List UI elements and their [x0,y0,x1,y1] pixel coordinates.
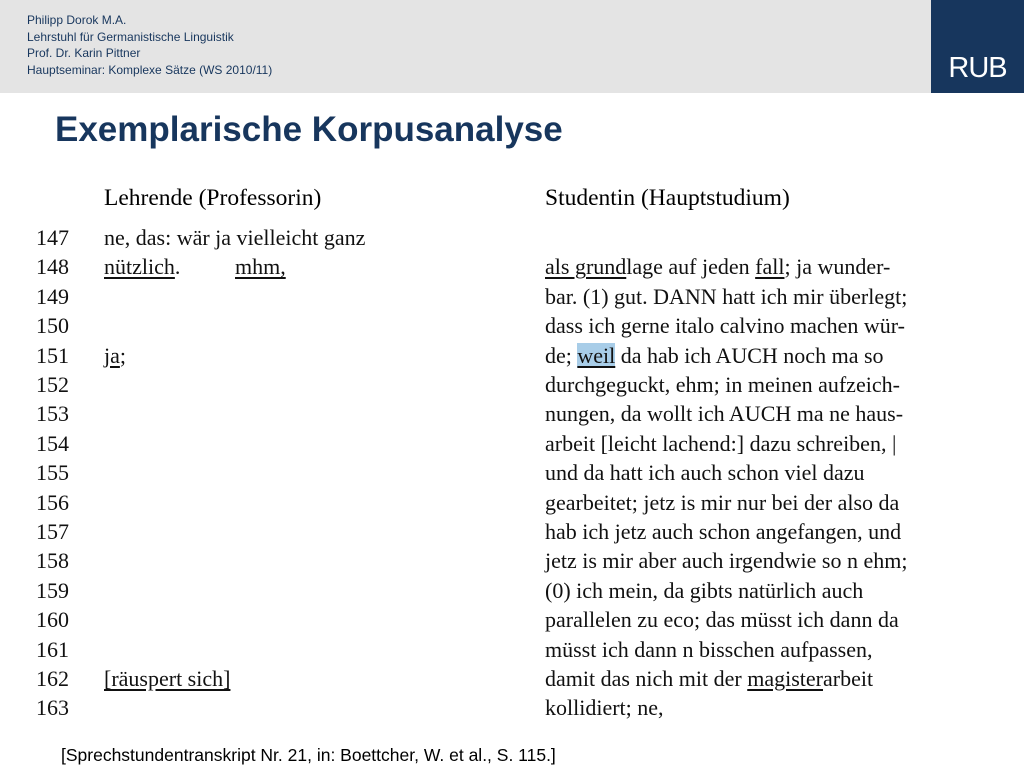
line-number: 148 [36,254,69,280]
slide-title: Exemplarische Korpusanalyse [55,110,563,149]
line-number: 160 [36,607,69,633]
underlined-word: ja [104,342,120,368]
speaker-right-text: nungen, da wollt ich AUCH ma ne haus- [545,401,904,427]
source-citation: [Sprechstundentranskript Nr. 21, in: Boettcher, W. et al., S. 115.] [61,745,556,765]
speaker-left-text [104,254,180,280]
speaker-right-text: gearbeitet; jetz is mir nur bei der also da [545,489,900,515]
line-number: 150 [36,313,69,339]
slide-header [0,0,931,93]
text-segment: da hab ich AUCH noch ma so [615,342,884,368]
rub-logo [931,0,1024,93]
transcript-line [0,578,1024,607]
underlined-word: nützlich [104,254,175,280]
speaker-right-text: (0) ich mein, da gibts natürlich auch [545,577,864,603]
transcript-line [0,695,1024,724]
line-number: 149 [36,283,69,309]
line-number: 159 [36,577,69,603]
speaker-right-text: hab ich jetz auch schon angefangen, und [545,519,902,544]
line-number: 163 [36,695,69,721]
speaker-left-text [104,343,126,369]
punctuation: . [174,254,181,280]
line-number: 161 [36,636,69,662]
speaker-right-text: und da hatt ich auch schon viel dazu [545,460,865,486]
line-number: 154 [36,430,69,456]
transcript-line [0,607,1024,636]
line-number: 157 [36,519,69,544]
transcript-line [0,666,1024,695]
text-segment: lage auf jeden [626,254,756,280]
line-number: 156 [36,489,69,515]
logo-text: RUB [948,52,1007,84]
speaker-right-text: kollidiert; ne, [545,695,664,721]
speaker-left-backchannel [235,254,286,280]
underlined-word: mhm, [235,254,286,280]
speaker-right-text [545,254,890,280]
transcript-line [0,225,1024,254]
speaker-right-text [545,343,884,369]
speaker-right-text [545,666,873,692]
line-number: 162 [36,666,69,691]
transcript-line [0,401,1024,430]
seminar-name: Hauptseminar: Komplexe Sätze (WS 2010/11) [27,62,273,77]
transcript-line [0,460,1024,489]
punctuation: ; [119,342,127,368]
underlined-word: als grund [545,254,627,280]
column-header-left: Lehrende (Professorin) [104,185,322,211]
author-name: Philipp Dorok M.A. [27,13,127,27]
line-number: 151 [36,342,69,368]
transcript-line [0,254,1024,283]
speaker-right-text: parallelen zu eco; das müsst ich dann da [545,607,899,633]
text-segment: de; [545,342,578,368]
column-header-right: Studentin (Hauptstudium) [545,185,790,211]
speaker-right-text: durchgeguckt, ehm; in meinen aufzeich- [545,372,900,397]
line-number: 155 [36,460,69,486]
speaker-left-text [104,666,230,692]
chair-name: Lehrstuhl für Germanistische Linguistik [27,29,234,44]
professor-name: Prof. Dr. Karin Pittner [27,46,141,60]
speaker-left-text: ne, das: wär ja vielleicht ganz [104,225,366,250]
speaker-right-text: dass ich gerne italo calvino machen wür- [545,313,905,339]
text-segment: ; ja wunder- [784,254,891,280]
highlighted-word: weil [577,342,616,368]
line-number: 152 [36,372,69,397]
transcript-line [0,343,1024,372]
transcript-line [0,313,1024,342]
transcript-line [0,490,1024,519]
transcript-line [0,372,1024,401]
text-segment: damit das nich mit der [545,666,748,691]
underlined-phrase: [räuspert sich] [104,666,231,691]
speaker-right-text: arbeit [leicht lachend:] dazu schreiben, | [545,430,897,456]
header-info [27,12,272,78]
speaker-right-text: jetz is mir aber auch irgendwie so n ehm; [545,548,908,574]
speaker-right-text: müsst ich dann n bisschen aufpassen, [545,636,873,662]
transcript-line [0,637,1024,666]
transcript-line [0,431,1024,460]
transcript-line [0,519,1024,548]
line-number: 158 [36,548,69,574]
transcript-line [0,284,1024,313]
underlined-word: fall [755,254,785,280]
line-number: 147 [36,225,69,250]
speaker-right-text: bar. (1) gut. DANN hatt ich mir überlegt; [545,283,908,309]
transcript-line [0,548,1024,577]
text-segment: arbeit [823,666,874,691]
line-number: 153 [36,401,69,427]
underlined-word: magister [747,666,823,691]
